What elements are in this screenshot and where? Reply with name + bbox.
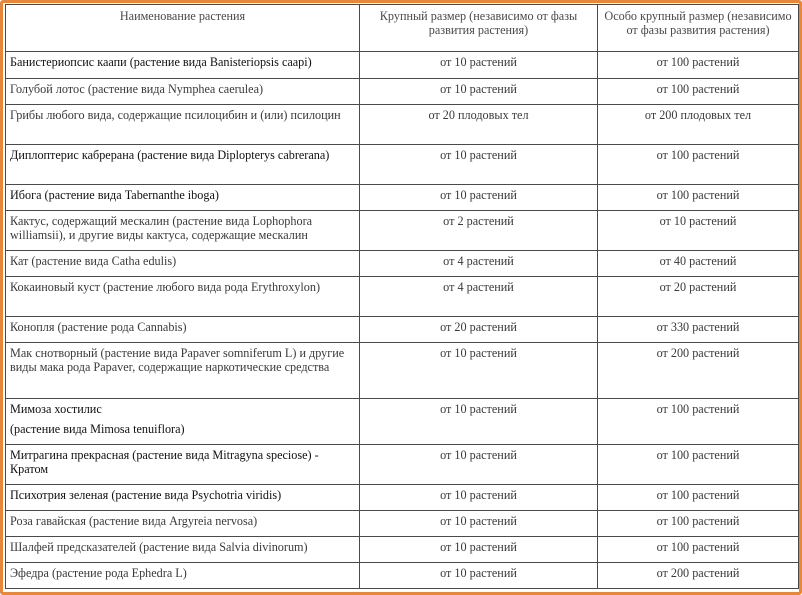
large-size-value: от 10 растений [360, 563, 598, 589]
large-size-value: от 20 растений [360, 317, 598, 343]
table-row [6, 399, 799, 445]
plant-name: Мимоза хостилис [10, 402, 102, 416]
table-row [6, 511, 799, 537]
plant-name: Ибога (растение вида Tabernanthe iboga) [6, 185, 360, 211]
table-row [6, 105, 799, 145]
plant-name: Банистериопсис каапи (растение вида Banisteriopsis caapi) [6, 52, 360, 79]
extra-large-size-value: от 10 растений [598, 211, 799, 251]
plant-name: Митрагина прекрасная (растение вида Mitragyna speciose) - Кратом [6, 445, 360, 485]
header-extra-large-size: Особо крупный размер (независимо от фазы развития растения) [598, 5, 799, 52]
table-row [6, 343, 799, 399]
table-row [6, 537, 799, 563]
extra-large-size-value: от 200 растений [598, 563, 799, 589]
table-row [6, 52, 799, 79]
extra-large-size-value: от 100 растений [598, 537, 799, 563]
large-size-value: от 10 растений [360, 185, 598, 211]
large-size-value: от 10 растений [360, 485, 598, 511]
plant-name: Диплоптерис кабрерана (растение вида Diplopterys cabrerana) [6, 145, 360, 185]
extra-large-size-value: от 100 растений [598, 511, 799, 537]
table-row [6, 251, 799, 277]
plant-name: Кокаиновый куст (растение любого вида рода Erythroxylon) [6, 277, 360, 317]
header-plant-name: Наименование растения [6, 5, 360, 52]
plant-name: Голубой лотос (растение вида Nymphea caerulea) [6, 79, 360, 105]
plant-name: Кактус, содержащий мескалин (растение вида Lophophora williamsii), и другие виды кактуса, содержащие мескалин [6, 211, 360, 251]
large-size-value: от 4 растений [360, 277, 598, 317]
plant-name: Кат (растение вида Catha edulis) [6, 251, 360, 277]
table-row [6, 445, 799, 485]
table-row [6, 79, 799, 105]
extra-large-size-value: от 40 растений [598, 251, 799, 277]
large-size-value: от 4 растений [360, 251, 598, 277]
large-size-value: от 10 растений [360, 399, 598, 445]
table-row [6, 485, 799, 511]
extra-large-size-value: от 20 растений [598, 277, 799, 317]
plant-name: Роза гавайская (растение вида Argyreia nervosa) [6, 511, 360, 537]
table-header-row [6, 5, 799, 52]
extra-large-size-value: от 330 растений [598, 317, 799, 343]
extra-large-size-value: от 100 растений [598, 485, 799, 511]
plant-name: Эфедра (растение рода Ephedra L) [6, 563, 360, 589]
large-size-value: от 10 растений [360, 445, 598, 485]
large-size-value: от 10 растений [360, 145, 598, 185]
large-size-value: от 10 растений [360, 52, 598, 79]
large-size-value: от 10 растений [360, 511, 598, 537]
table-row [6, 563, 799, 589]
extra-large-size-value: от 200 растений [598, 343, 799, 399]
plant-name: Шалфей предсказателей (растение вида Salvia divinorum) [6, 537, 360, 563]
extra-large-size-value: от 100 растений [598, 79, 799, 105]
large-size-value: от 10 растений [360, 79, 598, 105]
table-row [6, 211, 799, 251]
plant-name: Грибы любого вида, содержащие псилоцибин и (или) псилоцин [6, 105, 360, 145]
plant-name: Мак снотворный (растение вида Papaver somniferum L) и другие виды мака рода Papaver, содержащие наркотические средства [6, 343, 360, 399]
large-size-value: от 10 растений [360, 343, 598, 399]
plant-name-species: (растение вида Mimosa tenuiflora) [10, 422, 185, 436]
table-row [6, 317, 799, 343]
plants-size-table [5, 4, 799, 589]
extra-large-size-value: от 100 растений [598, 145, 799, 185]
large-size-value: от 2 растений [360, 211, 598, 251]
table-row [6, 185, 799, 211]
plant-name: Конопля (растение рода Cannabis) [6, 317, 360, 343]
extra-large-size-value: от 100 растений [598, 445, 799, 485]
large-size-value: от 20 плодовых тел [360, 105, 598, 145]
extra-large-size-value: от 100 растений [598, 52, 799, 79]
plant-name-cell [6, 399, 360, 445]
large-size-value: от 10 растений [360, 537, 598, 563]
extra-large-size-value: от 100 растений [598, 185, 799, 211]
header-large-size: Крупный размер (независимо от фазы развития растения) [360, 5, 598, 52]
extra-large-size-value: от 200 плодовых тел [598, 105, 799, 145]
table-row [6, 277, 799, 317]
plant-name: Психотрия зеленая (растение вида Psychotria viridis) [6, 485, 360, 511]
table-row [6, 145, 799, 185]
extra-large-size-value: от 100 растений [598, 399, 799, 445]
